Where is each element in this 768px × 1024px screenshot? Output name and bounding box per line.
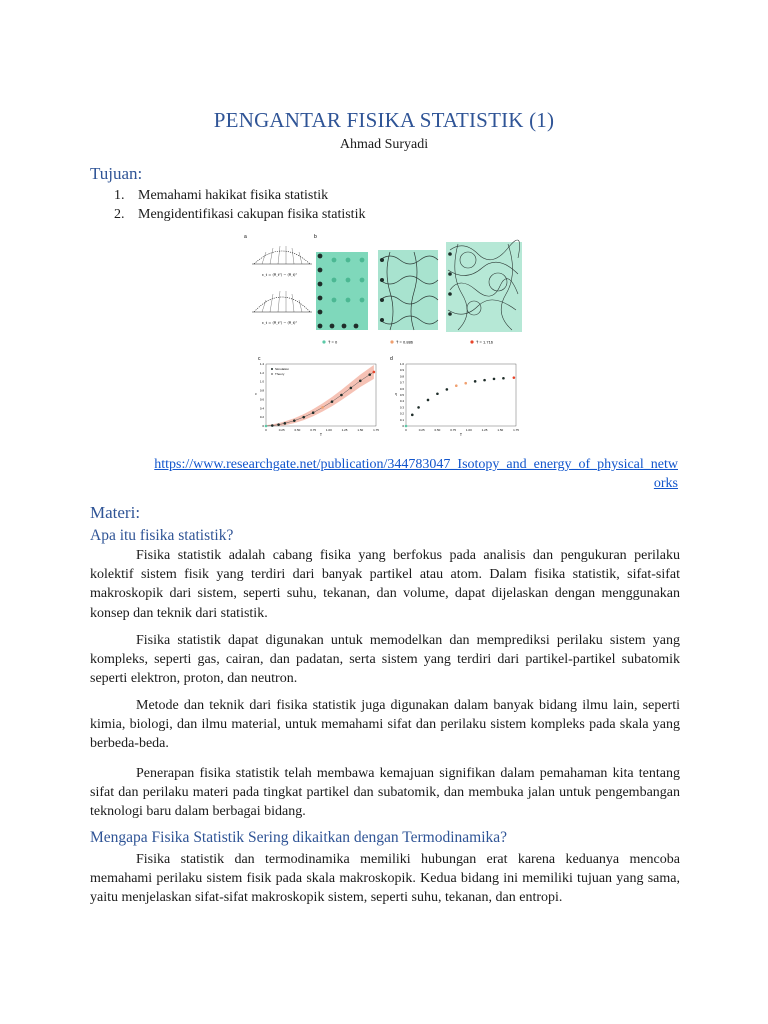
y-axis-label: ε — [255, 392, 257, 396]
author-name: Ahmad Suryadi — [339, 137, 429, 152]
y-tick-label: 0.1 — [399, 417, 404, 422]
data-point — [293, 419, 296, 422]
legend-label: Simulation — [275, 367, 290, 371]
chart-c — [255, 362, 379, 437]
paragraph-text: Fisika statistik adalah cabang fisika yang berfokus pada analisis dan pengukuran perilaku kolektif sistem fisik yang terdiri dari banyak partikel atau atom. Dalam fisika statistik, sifat-sifat makroskopik dari sistem, seperti suhu, tekanan, dan volume, dapat dijelaskan dengan menggunakan konsep dan teknik dari statistik. — [90, 548, 680, 621]
objectives-list — [114, 186, 365, 224]
data-point — [455, 384, 458, 387]
paragraph-text: Fisika statistik dan termodinamika memiliki hubungan erat karena keduanya mencoba memahami perilaku sistem fisik pada skala makroskopik. Kedua bidang ini memiliki tujuan yang sama, yaitu menjelaskan sifat-sifat makroskopik sistem, seperti suhu, tekanan, dan entropi. — [90, 852, 680, 906]
paragraph-text: Metode dan teknik dari fisika statistik juga digunakan dalam banyak bidang ilmu lain, seperti kimia, biologi, dan ilmu material, untuk memahami sifat dan perilaku sistem kompleks pada skala yang berbeda-beda. — [90, 698, 680, 752]
data-point — [405, 425, 408, 428]
lattice-cold — [316, 252, 368, 330]
x-tick-label: 0.75 — [450, 428, 457, 432]
page-title: PENGANTAR FISIKA STATISTIK (1) — [213, 108, 555, 132]
paragraph-4 — [90, 764, 680, 822]
research-figure — [242, 230, 526, 442]
legend-marker — [390, 340, 393, 343]
chart-d — [395, 362, 519, 437]
x-tick-label: 0.50 — [434, 428, 441, 432]
list-item — [114, 205, 365, 224]
reference-link-line1[interactable]: https://www.researchgate.net/publication/344783047_Isotopy_and_energy_of_physical_netw — [154, 457, 678, 472]
y-tick-label: 1.0 — [259, 379, 264, 384]
x-axis-label: T̃ — [319, 433, 323, 437]
x-tick-label: 1.75 — [513, 428, 519, 432]
legend-marker — [470, 340, 473, 343]
paragraph-2 — [90, 631, 680, 689]
y-tick-label: 0.6 — [259, 397, 264, 402]
x-tick-label: 0.75 — [310, 428, 317, 432]
y-tick-label: 0.9 — [399, 368, 404, 373]
legend-marker — [271, 373, 273, 375]
legend-marker — [322, 340, 325, 343]
material-heading: Materi: — [90, 503, 141, 522]
data-point — [277, 423, 280, 426]
x-tick-label: 1.75 — [373, 428, 379, 432]
data-point — [502, 377, 505, 380]
y-tick-label: 0.4 — [259, 406, 264, 411]
x-axis-label: T̃ — [459, 433, 463, 437]
y-tick-label: 0.6 — [399, 386, 404, 391]
legend-marker — [271, 368, 273, 370]
plot-frame — [406, 364, 516, 426]
paragraph-3 — [90, 696, 680, 754]
objectives-heading: Tujuan: — [90, 164, 143, 183]
x-tick-label: 0 — [405, 428, 407, 432]
x-tick-label: 0 — [265, 428, 267, 432]
y-tick-label: 0.5 — [399, 393, 404, 397]
data-point — [513, 376, 516, 379]
list-number: 1. — [114, 188, 125, 203]
panel-label-d: d — [390, 356, 393, 362]
data-point — [411, 414, 414, 417]
data-point — [271, 424, 274, 427]
paragraph-text: Penerapan fisika statistik telah membawa kemajuan signifikan dalam pemahaman kita tentang sifat dan perilaku materi pada tingkat partikel dan subatomik, dan membuka jalan untuk pengembangan teknologi baru dalam berbagai bidang. — [90, 766, 680, 820]
data-point — [436, 392, 439, 395]
x-tick-label: 1.00 — [325, 428, 332, 432]
data-point — [359, 380, 362, 383]
data-point — [312, 411, 315, 414]
x-tick-label: 1.50 — [357, 428, 364, 432]
data-point — [446, 388, 449, 391]
y-tick-label: 1.4 — [259, 362, 264, 366]
reference-link[interactable] — [90, 455, 678, 493]
y-tick-label: 0.8 — [259, 388, 264, 393]
data-point — [493, 378, 496, 381]
paragraph-text: Fisika statistik dapat digunakan untuk memodelkan dan memprediksi perilaku sistem yang kompleks, seperti gas, cairan, dan padatan, serta sistem yang terdiri dari partikel-partikel subatomik seperti elektron, proton, dan neutron. — [90, 633, 680, 687]
data-point — [321, 406, 324, 409]
y-tick-label: 0.2 — [259, 415, 264, 420]
data-point — [464, 382, 467, 385]
x-tick-label: 1.25 — [341, 428, 348, 432]
data-point — [368, 373, 371, 376]
panel-label-c: c — [258, 356, 261, 362]
data-point — [483, 379, 486, 382]
list-text: Memahami hakikat fisika statistik — [138, 188, 329, 203]
y-tick-label: 0.8 — [399, 374, 404, 379]
legend-label: T̃ = 0.886 — [396, 339, 414, 345]
y-tick-label: 0.3 — [399, 405, 404, 410]
data-point — [340, 394, 343, 397]
y-tick-label: 1.2 — [259, 370, 264, 375]
data-point — [331, 400, 334, 403]
data-point — [417, 406, 420, 409]
legend-label: T̃ = 1.716 — [476, 339, 494, 345]
list-text: Mengidentifikasi cakupan fisika statistik — [138, 207, 366, 222]
y-tick-label: 0 — [402, 424, 404, 428]
data-point — [284, 422, 287, 425]
x-tick-label: 1.50 — [497, 428, 504, 432]
y-tick-label: 0.2 — [399, 411, 404, 416]
y-tick-label: 0 — [262, 424, 264, 428]
data-point — [350, 387, 353, 390]
data-point — [265, 425, 268, 428]
x-tick-label: 0.25 — [278, 428, 285, 432]
figure-legend — [322, 340, 493, 345]
data-point — [427, 399, 430, 402]
data-point — [474, 380, 477, 383]
section1-title: Apa itu fisika statistik? — [90, 527, 234, 544]
x-tick-label: 1.25 — [481, 428, 488, 432]
y-tick-label: 0.7 — [399, 380, 404, 385]
data-point — [373, 371, 376, 374]
list-number: 2. — [114, 207, 125, 222]
x-tick-label: 0.25 — [418, 428, 425, 432]
x-tick-label: 0.50 — [294, 428, 301, 432]
panel-a-sketch — [252, 246, 312, 312]
legend-label: Theory — [275, 372, 285, 376]
paragraph-5 — [90, 850, 680, 908]
formula-bottom: ε_t = ⟨θ_t²⟩ − ⟨θ_t⟩² — [262, 321, 297, 325]
reference-link-line2[interactable]: orks — [653, 476, 678, 491]
lattice-warm — [378, 250, 438, 330]
x-tick-label: 1.00 — [465, 428, 472, 432]
panel-label-a: a — [244, 234, 247, 240]
section2-title: Mengapa Fisika Statistik Sering dikaitkan dengan Termodinamika? — [90, 829, 508, 846]
y-axis-label: η — [395, 392, 397, 396]
y-tick-label: 0.4 — [399, 399, 404, 404]
paragraph-1 — [90, 546, 680, 623]
y-tick-label: 1.0 — [399, 362, 404, 366]
formula-top: ε_t = ⟨θ_t²⟩ − ⟨θ_t⟩² — [262, 273, 297, 277]
legend-label: T̃ = 0 — [328, 339, 338, 345]
panel-label-b: b — [314, 234, 317, 240]
list-item — [114, 186, 365, 205]
lattice-hot — [446, 240, 522, 332]
data-point — [302, 416, 305, 419]
